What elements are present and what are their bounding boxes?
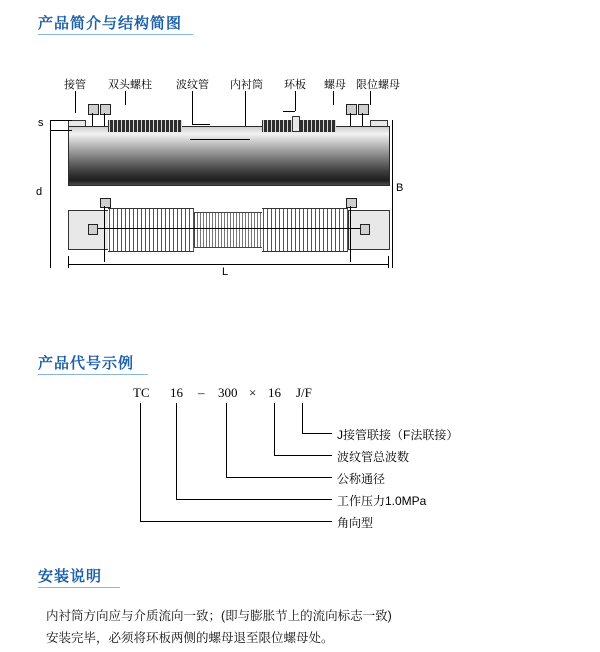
code-desc-waves: 波纹管总波数	[337, 450, 410, 464]
section-title-code: 产品代号示例	[38, 355, 135, 372]
dim-label-d: d	[36, 186, 43, 198]
dim-tick-L-left	[68, 256, 69, 268]
lower-liner	[194, 212, 264, 248]
leader-line-6	[333, 91, 334, 105]
lower-stud-left	[104, 206, 105, 262]
dim-line-L	[68, 264, 388, 265]
lower-nut-right-b	[360, 224, 370, 235]
code-leader-type	[140, 403, 141, 521]
section-rule-intro	[38, 34, 193, 35]
code-token-times: ×	[249, 385, 257, 400]
dim-line-s-top	[50, 120, 72, 121]
callout-label-5: 环板	[284, 79, 306, 91]
code-hline-diameter	[226, 477, 332, 478]
dim-label-s: s	[38, 117, 44, 129]
code-leader-diameter	[226, 403, 227, 477]
dim-ext-left	[50, 120, 51, 268]
install-note-2: 安装完毕，必须将环板两侧的螺母退至限位螺母处。	[46, 631, 334, 645]
code-token-waves: 16	[268, 385, 281, 400]
callout-label-6: 螺母	[324, 79, 346, 91]
code-leader-connection	[302, 403, 303, 433]
dim-label-B: B	[396, 182, 404, 194]
callout-label-4: 内衬筒	[230, 79, 263, 91]
lower-tie-rod	[92, 228, 364, 229]
dim-ext-right	[392, 120, 393, 268]
code-hline-connection	[302, 433, 332, 434]
callout-label-3: 波纹管	[176, 79, 209, 91]
callout-label-7: 限位螺母	[356, 79, 400, 91]
limit-nut-right-2	[358, 104, 369, 115]
section-rule-install	[38, 587, 120, 588]
code-hline-waves	[274, 455, 332, 456]
lower-bellow-left	[108, 208, 194, 252]
code-desc-type: 角向型	[337, 516, 374, 530]
dim-label-L: L	[222, 266, 229, 278]
leader-line-7	[370, 91, 371, 105]
code-leader-pressure	[176, 403, 177, 499]
code-leader-waves	[274, 403, 275, 455]
code-desc-pressure: 工作压力1.0MPa	[337, 494, 427, 508]
leader-line-2	[125, 91, 126, 105]
leader-kink-5	[283, 111, 295, 112]
code-token-pressure: 16	[170, 385, 183, 400]
code-token-type: TC	[133, 385, 150, 400]
install-note-1: 内衬筒方向应与介质流向一致；(即与膨胀节上的流向标志一致)	[46, 609, 392, 623]
code-token-diameter: 300	[218, 385, 238, 400]
callout-label-2: 双头螺柱	[108, 79, 152, 91]
bellow-convolutions-left	[108, 120, 182, 132]
leader-line-3	[192, 91, 193, 124]
leader-line-5	[295, 91, 296, 111]
lower-nut-right	[346, 198, 357, 208]
code-token-connection: J/F	[296, 385, 312, 400]
code-desc-diameter: 公称通径	[337, 472, 386, 486]
product-code-diagram	[0, 375, 600, 540]
lower-bellow-right	[262, 208, 348, 252]
dim-line-s-bottom	[50, 130, 72, 131]
lower-stud-right	[350, 206, 351, 262]
ring-plate	[292, 116, 300, 132]
limit-nut-left-2	[100, 104, 111, 115]
leader-kink-3	[192, 124, 210, 125]
code-hline-type	[140, 521, 332, 522]
section-title-install: 安装说明	[38, 568, 103, 585]
lower-nut-left-b	[88, 224, 98, 235]
lower-nut-left	[100, 198, 111, 208]
code-token-dash: –	[198, 385, 205, 400]
limit-nut-left	[88, 104, 99, 115]
inner-liner-line	[190, 139, 250, 140]
limit-nut-right	[346, 104, 357, 115]
callout-label-1: 接管	[64, 79, 86, 91]
section-title-intro: 产品简介与结构简图	[38, 15, 183, 32]
body-shell	[68, 126, 390, 186]
code-hline-pressure	[176, 499, 332, 500]
dim-tick-L-right	[388, 256, 389, 268]
structure-diagram	[36, 60, 500, 300]
leader-line-1	[75, 91, 76, 113]
code-desc-connection: J接管联接（F法联接）	[337, 428, 459, 442]
